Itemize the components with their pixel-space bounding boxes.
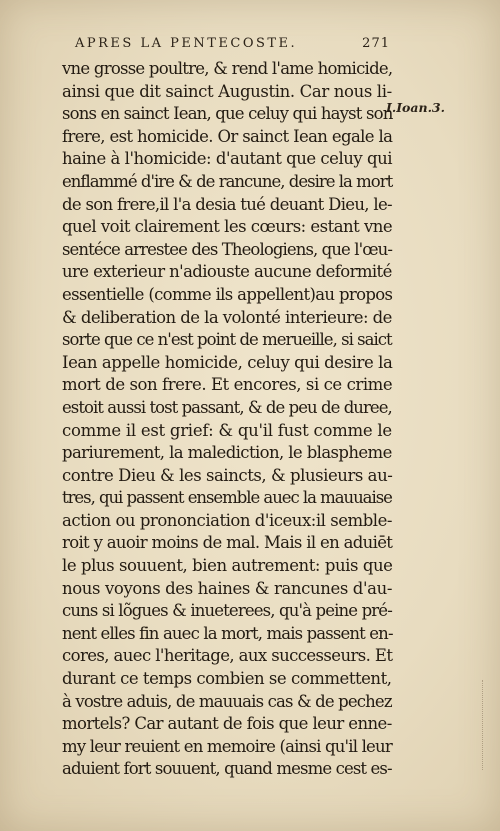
text-line: cores, auec l'heritage, aux successeurs. Et — [62, 646, 393, 666]
page-edge-mark — [478, 680, 483, 770]
text-line: vne grosse poultre, & rend l'ame homicide, — [62, 59, 393, 78]
text-line: de son frere,il l'a desia tué deuant Dieu, le- — [62, 194, 392, 214]
text-line: ainsi que dit sainct Augustin. Car nous li- — [62, 81, 392, 101]
text-line: haine à l'homicide: d'autant que celuy qui — [62, 149, 393, 169]
text-line: tres, qui passent ensemble auec la mauuaise — [62, 488, 392, 508]
text-line: my leur reuient en memoire (ainsi qu'il leur — [62, 736, 392, 756]
text-line: Iean appelle homicide, celuy qui desire la — [62, 352, 393, 372]
text-line: frere, est homicide. Or sainct Iean egale la — [62, 126, 393, 146]
text-line: à vostre aduis, de mauuais cas & de pechez — [62, 691, 392, 711]
text-line: nent elles fin auec la mort, mais passent en- — [62, 623, 393, 643]
text-line: quel voit clairement les cœurs: estant vne — [62, 217, 393, 237]
text-line: sons en sainct Iean, que celuy qui hayst son — [62, 104, 393, 124]
text-line: estoit aussi tost passant, & de peu de duree, — [62, 397, 392, 417]
text-line: roit y auoir moins de mal. Mais il en aduiēt — [62, 533, 393, 553]
text-line: aduient fort souuent, quand mesme cest es- — [62, 759, 392, 779]
body-text — [62, 58, 392, 781]
text-line: sorte que ce n'est point de merueille, si saict — [62, 330, 392, 350]
text-line: durant ce temps combien se commettent, — [62, 669, 392, 689]
text-line: & deliberation de la volonté interieure: de — [62, 307, 392, 327]
text-line: essentielle (comme ils appellent)au propos — [62, 284, 393, 304]
margin-note: I.Ioan.3. — [386, 100, 445, 115]
running-title: APRES LA PENTECOSTE. — [75, 36, 298, 51]
text-line: contre Dieu & les saincts, & plusieurs au- — [62, 465, 393, 485]
text-line: mort de son frere. Et encores, si ce crime — [62, 375, 393, 395]
text-line: pariurement, la malediction, le blaspheme — [62, 443, 392, 463]
text-line: le plus souuent, bien autrement: puis que — [62, 556, 393, 576]
text-line: action ou prononciation d'iceux:il semble- — [62, 510, 392, 530]
text-line: ure exterieur n'adiouste aucune deformité — [62, 262, 392, 282]
page-number: 271 — [362, 36, 390, 51]
text-line: comme il est grief: & qu'il fust comme le — [62, 420, 392, 440]
text-line: enflammé d'ire & de rancune, desire la mort — [62, 171, 393, 191]
text-line: nous voyons des haines & rancunes d'au- — [62, 578, 393, 598]
text-line: mortels? Car autant de fois que leur enne- — [62, 714, 392, 734]
text-line: cuns si lõgues & inueterees, qu'à peine pré- — [62, 601, 392, 621]
page-header — [75, 36, 390, 56]
text-line: sentéce arrestee des Theologiens, que l'œu- — [62, 239, 393, 259]
